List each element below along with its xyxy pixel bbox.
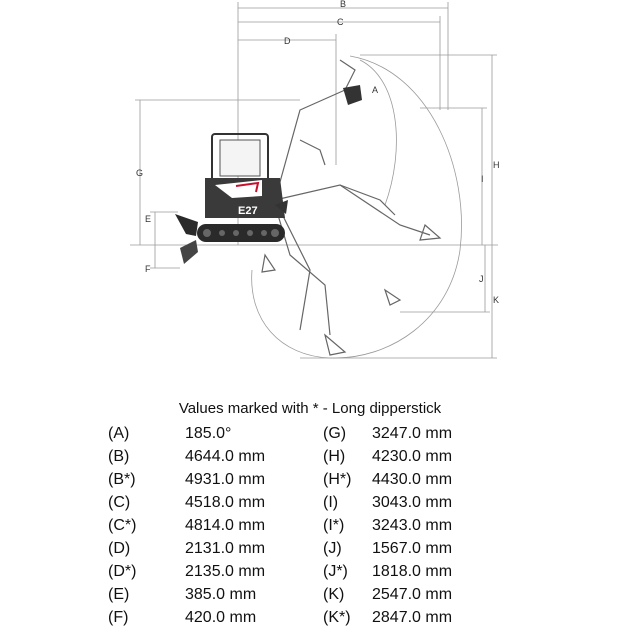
spec-value: 1567.0 mm: [372, 540, 453, 557]
bucket-lower-right: [385, 290, 400, 305]
spec-row: [0, 583, 620, 606]
spec-key: (H): [323, 448, 346, 465]
spec-row: [0, 537, 620, 560]
spec-key: (C*): [108, 517, 137, 534]
spec-value: 2131.0 mm: [185, 540, 266, 557]
spec-value: 3243.0 mm: [372, 517, 453, 534]
spec-value: 1818.0 mm: [372, 563, 453, 580]
dim-label-d: D: [284, 36, 291, 46]
spec-value: 4518.0 mm: [185, 494, 266, 511]
bucket-top: [340, 60, 355, 90]
spec-key: (K): [323, 586, 345, 603]
spec-table: [0, 422, 620, 626]
spec-value: 420.0 mm: [185, 609, 257, 626]
spec-key: (D): [108, 540, 131, 557]
dim-label-c: C: [337, 17, 344, 27]
spec-key: (J*): [323, 563, 348, 580]
dim-label-b: B: [340, 0, 347, 9]
spec-value: 4230.0 mm: [372, 448, 453, 465]
spec-key: (A): [108, 425, 130, 442]
spec-row: [0, 606, 620, 629]
cab-window: [220, 140, 260, 176]
dim-label-k: K: [493, 295, 500, 305]
spec-value: 4814.0 mm: [185, 517, 266, 534]
dim-label-i: I: [481, 174, 484, 184]
spec-key: (D*): [108, 563, 137, 580]
boom-mid: [300, 140, 325, 165]
spec-key: (B*): [108, 471, 136, 488]
dim-label-j: J: [479, 274, 484, 284]
spec-value: 385.0 mm: [185, 586, 257, 603]
spec-key: (I*): [323, 517, 345, 534]
boom-dig: [280, 210, 310, 330]
spec-key: (J): [323, 540, 342, 557]
boom-extended: [275, 185, 430, 235]
bucket-right: [420, 225, 440, 240]
dim-label-f: F: [145, 264, 151, 274]
spec-value: 3043.0 mm: [372, 494, 453, 511]
bucket-lower-left: [262, 255, 275, 272]
reach-envelope-inner: [360, 60, 396, 205]
dozer-blade-lowered: [180, 240, 198, 264]
dim-label-a: A: [372, 85, 379, 95]
dozer-blade-raised: [175, 214, 198, 236]
dim-label-g: G: [136, 168, 144, 178]
bucket-highlighted: [343, 85, 362, 105]
spec-key: (G): [323, 425, 347, 442]
spec-value: 4430.0 mm: [372, 471, 453, 488]
spec-key: (C): [108, 494, 131, 511]
spec-value: 2547.0 mm: [372, 586, 453, 603]
spec-value: 4644.0 mm: [185, 448, 266, 465]
spec-value: 2135.0 mm: [185, 563, 266, 580]
dim-label-e: E: [145, 214, 152, 224]
spec-value: 3247.0 mm: [372, 425, 453, 442]
boom-positions: [262, 60, 440, 355]
spec-key: (H*): [323, 471, 352, 488]
spec-value: 4931.0 mm: [185, 471, 266, 488]
spec-key: (K*): [323, 609, 351, 626]
spec-key: (I): [323, 494, 339, 511]
spec-value: 185.0°: [185, 425, 232, 442]
spec-row: [0, 514, 620, 537]
spec-row: [0, 468, 620, 491]
spec-row: [0, 445, 620, 468]
spec-caption: Values marked with * - Long dipperstick: [178, 400, 442, 417]
bucket-bottom: [325, 335, 345, 355]
machine-badge: E27: [238, 205, 258, 217]
spec-key: (E): [108, 586, 130, 603]
spec-key: (F): [108, 609, 129, 626]
dim-label-h: H: [493, 160, 500, 170]
spec-value: 2847.0 mm: [372, 609, 453, 626]
spec-row: [0, 422, 620, 445]
excavator-machine: [175, 134, 288, 264]
spec-key: (B): [108, 448, 130, 465]
spec-row: [0, 560, 620, 583]
spec-row: [0, 491, 620, 514]
